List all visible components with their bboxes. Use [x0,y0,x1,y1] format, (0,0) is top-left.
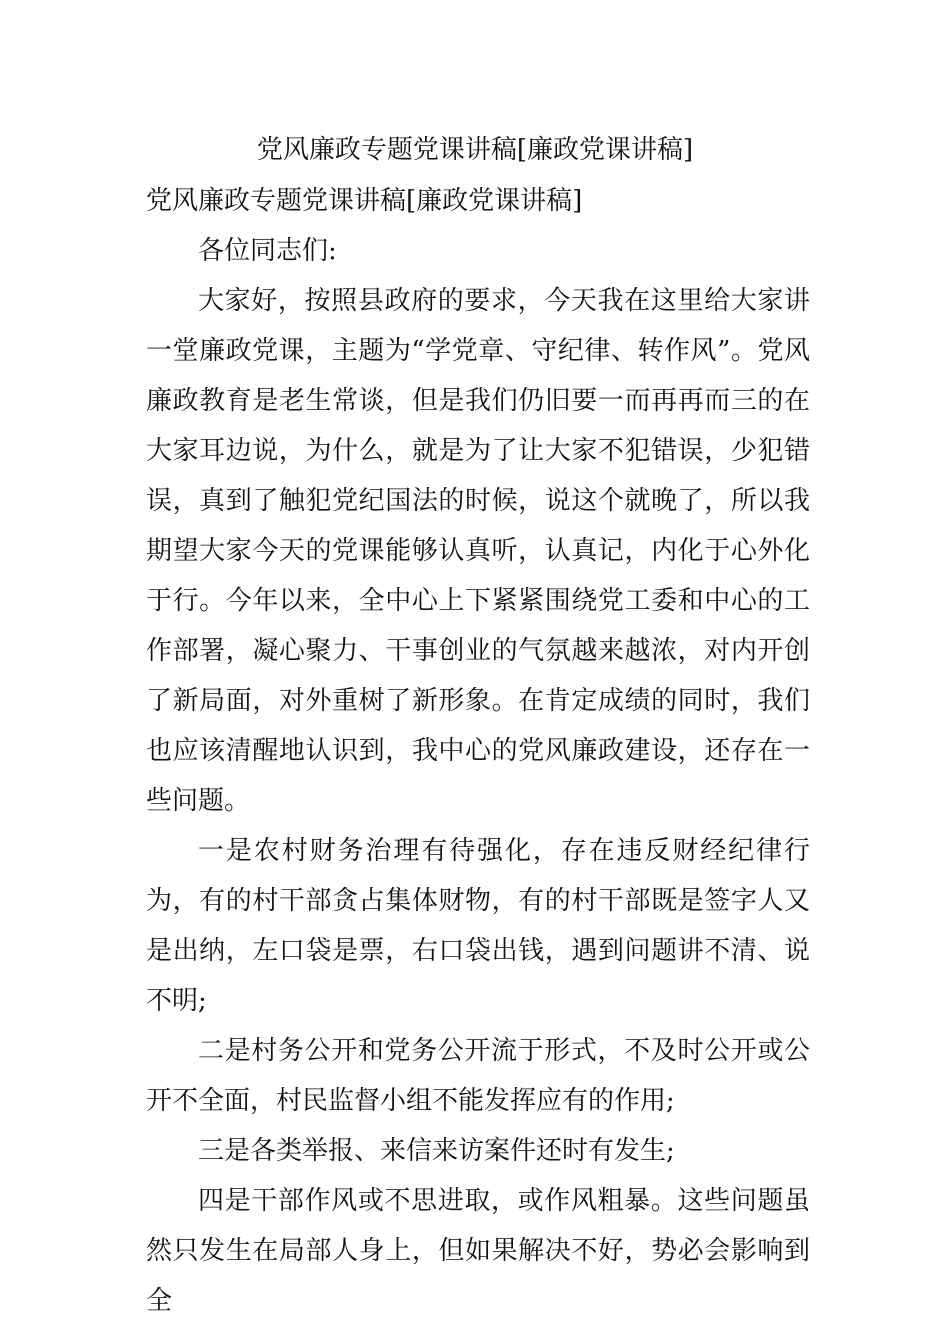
document-body [146,176,810,1326]
document-title: 党风廉政专题党课讲稿[廉政党课讲稿] [256,135,694,165]
problem-three-paragraph: 三是各类举报、来信来访案件还时有发生; [198,1136,675,1166]
intro-paragraph: 大家好，按照县政府的要求，今天我在这里给大家讲一堂廉政党课，主题为“学党章、守纪律、转作风”。党风廉政教育是老生常谈，但是我们仍旧要一而再再而三的在大家耳边说，为什么，就是为了让大家不犯错误，少犯错误，真到了触犯党纪国法的时候，说这个就晚了，所以我期望大家今天的党课能够认真听，认真记，内化于心外化于行。今年以来，全中心上下紧紧围绕党工委和中心的工作部署，凝心聚力、干事创业的气氛越来越浓，对内开创了新局面，对外重树了新形象。在肯定成绩的同时，我们也应该清醒地认识到，我中心的党风廉政建设，还存在一些问题。 [146,286,810,816]
greeting-paragraph: 各位同志们: [198,236,337,266]
problem-two-paragraph: 二是村务公开和党务公开流于形式，不及时公开或公开不全面，村民监督小组不能发挥应有的作用; [146,1036,810,1116]
document-subtitle: 党风廉政专题党课讲稿[廉政党课讲稿] [146,186,583,216]
problem-four-paragraph: 四是干部作风或不思进取，或作风粗暴。这些问题虽然只发生在局部人身上，但如果解决不好，势必会影响到全 [146,1186,810,1316]
problem-one-paragraph: 一是农村财务治理有待强化，存在违反财经纪律行为，有的村干部贪占集体财物，有的村干部既是签字人又是出纳，左口袋是票，右口袋出钱，遇到问题讲不清、说不明; [146,836,810,1016]
